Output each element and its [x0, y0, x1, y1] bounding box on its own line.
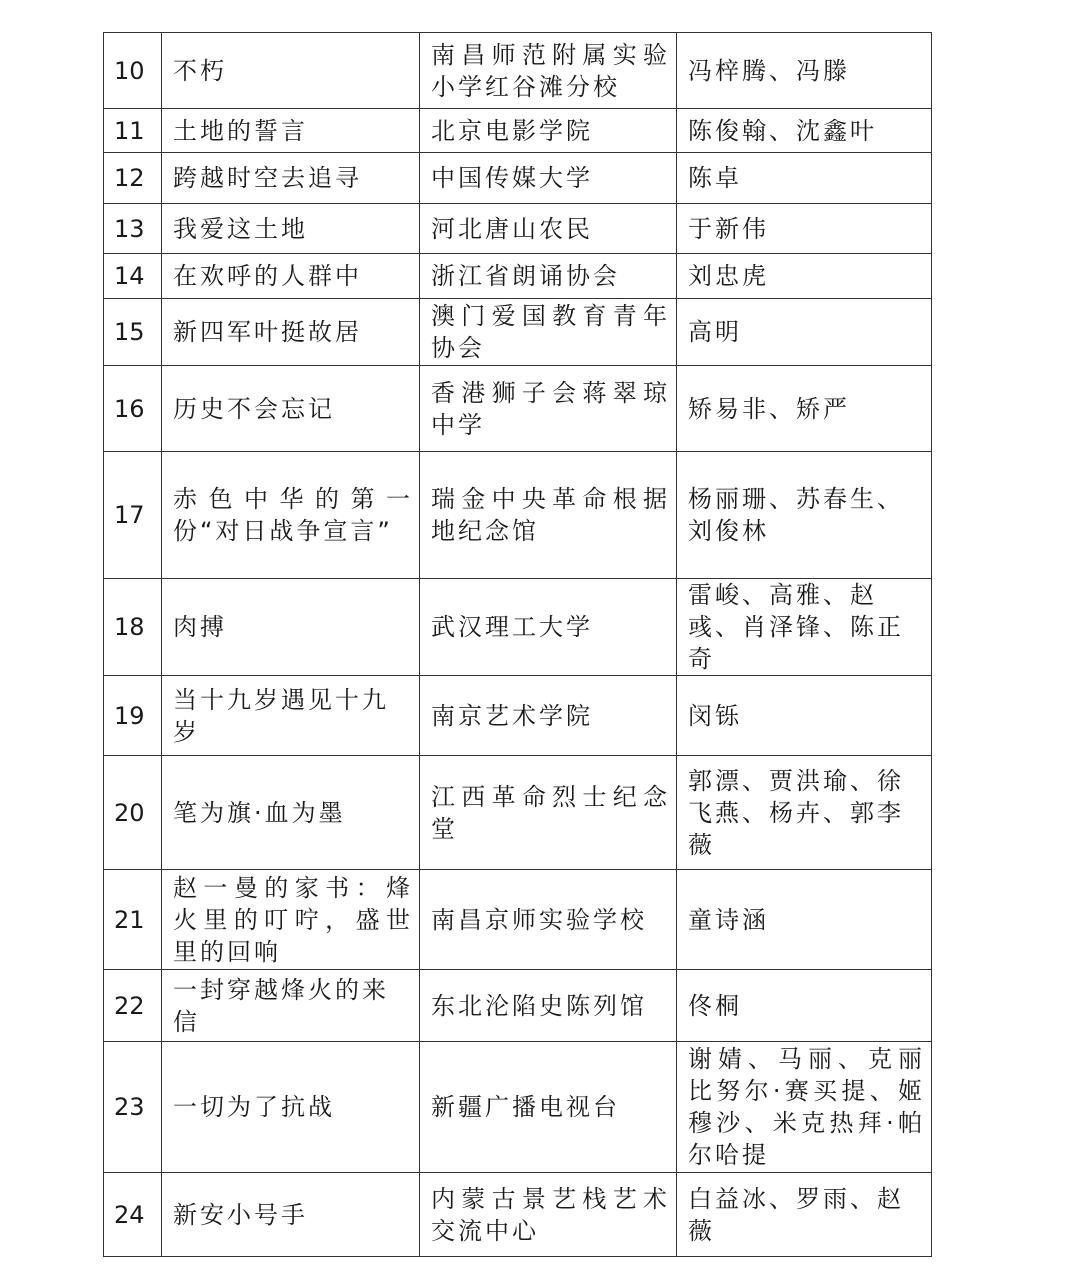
performers: 闵铄	[677, 676, 932, 756]
table-row	[104, 452, 932, 579]
table-row	[104, 153, 932, 204]
table-row	[104, 204, 932, 254]
program-title: 历史不会忘记	[162, 366, 420, 452]
performing-unit: 东北沦陷史陈列馆	[420, 970, 677, 1042]
program-title: 赵一曼的家书：烽火里的叮咛，盛世里的回响	[162, 870, 420, 970]
row-number: 14	[104, 254, 162, 299]
program-title: 赤色中华的第一份“对日战争宣言”	[162, 452, 420, 579]
program-title: 一切为了抗战	[162, 1042, 420, 1173]
performers: 郭漂、贾洪瑜、徐飞燕、杨卉、郭李薇	[677, 756, 932, 870]
performing-unit: 香港狮子会蒋翠琼中学	[420, 366, 677, 452]
performers: 雷峻、高雅、赵彧、肖泽锋、陈正奇	[677, 579, 932, 676]
row-number: 17	[104, 452, 162, 579]
performers: 高明	[677, 299, 932, 366]
program-title: 我爱这土地	[162, 204, 420, 254]
row-number: 19	[104, 676, 162, 756]
performing-unit: 南京艺术学院	[420, 676, 677, 756]
row-number: 23	[104, 1042, 162, 1173]
table-row	[104, 109, 932, 153]
table-row	[104, 299, 932, 366]
program-title: 肉搏	[162, 579, 420, 676]
row-number: 16	[104, 366, 162, 452]
performing-unit: 中国传媒大学	[420, 153, 677, 204]
performers: 谢婧、马丽、克丽比努尔·赛买提、姬穆沙、米克热拜·帕尔哈提	[677, 1042, 932, 1173]
table-row	[104, 33, 932, 109]
performing-unit: 江西革命烈士纪念堂	[420, 756, 677, 870]
row-number: 24	[104, 1173, 162, 1257]
performing-unit: 新疆广播电视台	[420, 1042, 677, 1173]
performing-unit: 河北唐山农民	[420, 204, 677, 254]
row-number: 11	[104, 109, 162, 153]
row-number: 15	[104, 299, 162, 366]
performers: 杨丽珊、苏春生、刘俊林	[677, 452, 932, 579]
performers: 童诗涵	[677, 870, 932, 970]
performers: 陈卓	[677, 153, 932, 204]
program-title: 当十九岁遇见十九岁	[162, 676, 420, 756]
performers: 佟桐	[677, 970, 932, 1042]
program-title: 笔为旗·血为墨	[162, 756, 420, 870]
entries-table	[103, 32, 932, 1257]
program-title: 在欢呼的人群中	[162, 254, 420, 299]
performers: 陈俊翰、沈鑫叶	[677, 109, 932, 153]
row-number: 21	[104, 870, 162, 970]
row-number: 18	[104, 579, 162, 676]
row-number: 10	[104, 33, 162, 109]
table-row	[104, 970, 932, 1042]
performers: 于新伟	[677, 204, 932, 254]
performers: 矫易非、矫严	[677, 366, 932, 452]
row-number: 12	[104, 153, 162, 204]
program-title: 跨越时空去追寻	[162, 153, 420, 204]
program-title: 土地的誓言	[162, 109, 420, 153]
performing-unit: 浙江省朗诵协会	[420, 254, 677, 299]
program-title: 新四军叶挺故居	[162, 299, 420, 366]
row-number: 22	[104, 970, 162, 1042]
performing-unit: 南昌京师实验学校	[420, 870, 677, 970]
performers: 白益冰、罗雨、赵薇	[677, 1173, 932, 1257]
table-row	[104, 756, 932, 870]
table-row	[104, 1173, 932, 1257]
table-row	[104, 579, 932, 676]
performers: 冯梓腾、冯滕	[677, 33, 932, 109]
performing-unit: 北京电影学院	[420, 109, 677, 153]
performing-unit: 澳门爱国教育青年协会	[420, 299, 677, 366]
table-row	[104, 870, 932, 970]
program-title: 不朽	[162, 33, 420, 109]
table-row	[104, 254, 932, 299]
performing-unit: 武汉理工大学	[420, 579, 677, 676]
performers: 刘忠虎	[677, 254, 932, 299]
row-number: 20	[104, 756, 162, 870]
table-row	[104, 676, 932, 756]
performing-unit: 南昌师范附属实验小学红谷滩分校	[420, 33, 677, 109]
table-row	[104, 1042, 932, 1173]
row-number: 13	[104, 204, 162, 254]
performing-unit: 内蒙古景艺栈艺术交流中心	[420, 1173, 677, 1257]
program-title: 一封穿越烽火的来信	[162, 970, 420, 1042]
program-title: 新安小号手	[162, 1173, 420, 1257]
table-row	[104, 366, 932, 452]
performing-unit: 瑞金中央革命根据地纪念馆	[420, 452, 677, 579]
